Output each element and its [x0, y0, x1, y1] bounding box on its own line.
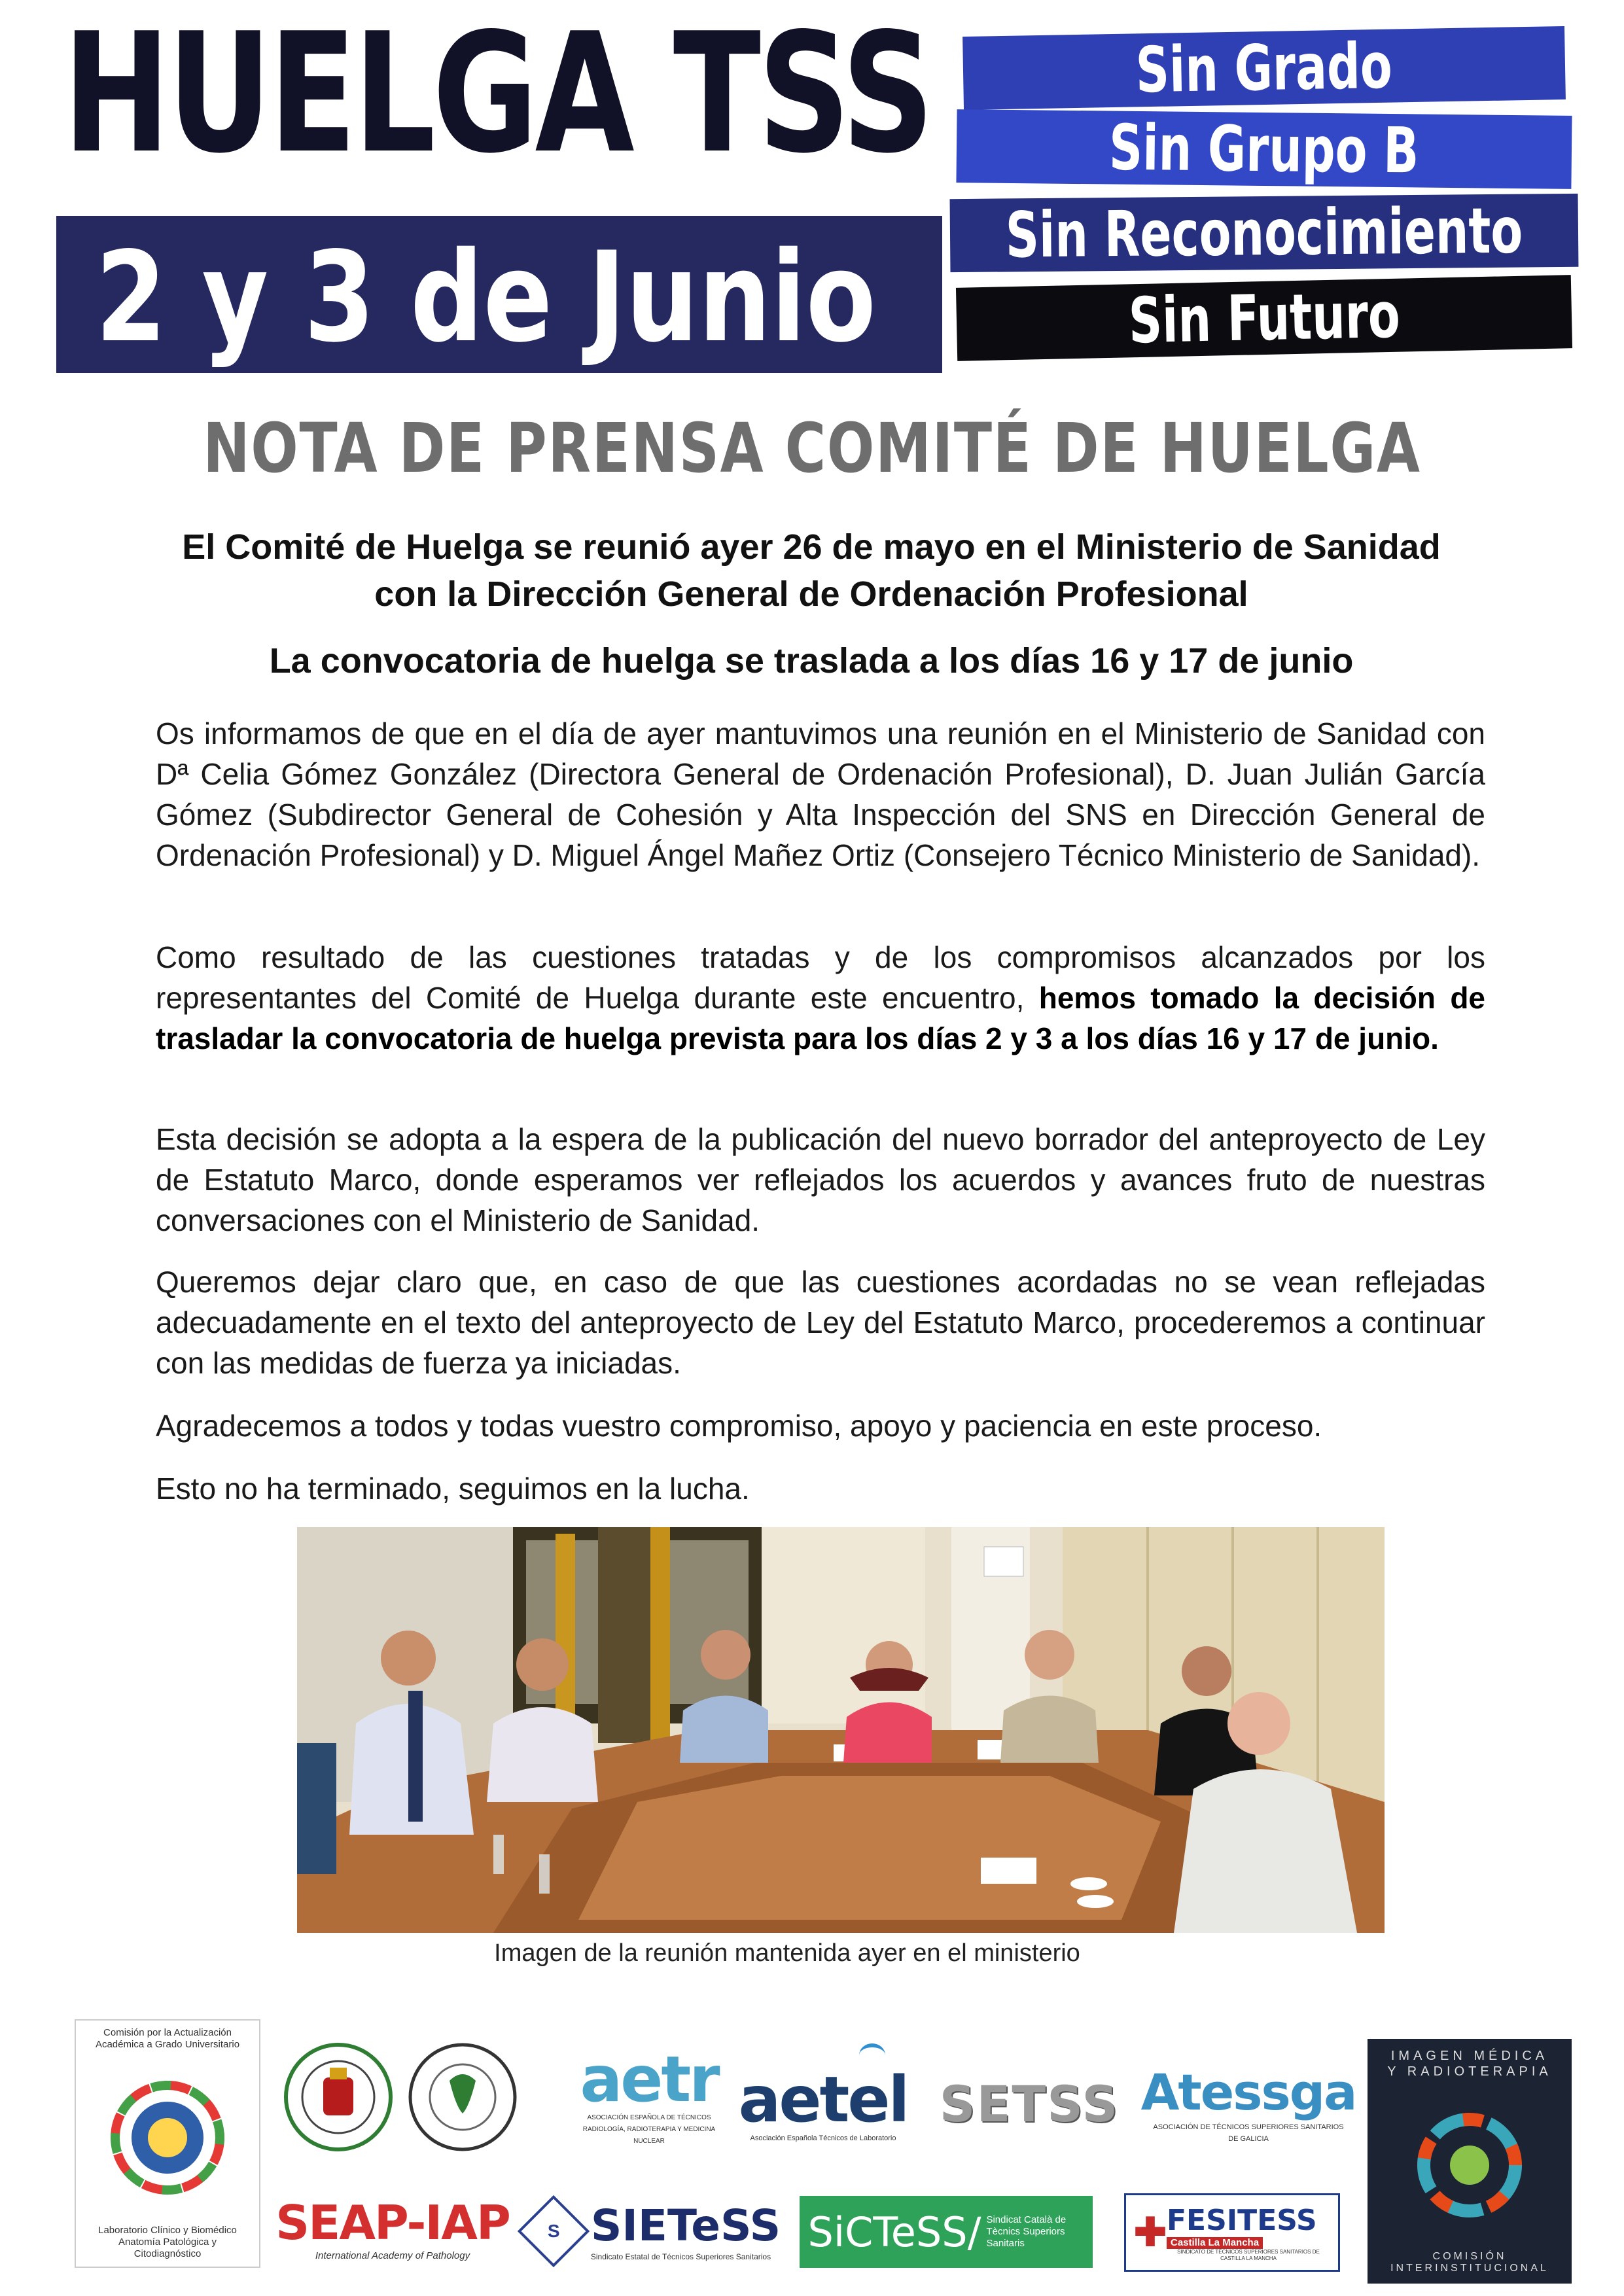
sietess-subtitle: Sindicato Estatal de Técnicos Superiores Sanitarios [590, 2252, 771, 2261]
paragraph-4: Queremos dejar claro que, en caso de que las cuestiones acordadas no se vean reflejadas adecuadamente en el texto del anteproyecto de Ley del Estatuto Marco, procederemos a continuar con las medidas de fuerza ya iniciadas. [156, 1265, 1485, 1380]
logo-colegio-seal-1 [283, 2041, 394, 2153]
seal-1-icon [283, 2041, 394, 2153]
slogan-strip-2 [956, 109, 1572, 189]
meeting-photo [297, 1527, 1385, 1933]
sietess-diamond-icon: S [518, 2195, 590, 2267]
paragraph-1: Os informamos de que en el día de ayer mantuvimos una reunión en el Ministerio de Sanidad con Dª Celia Gómez González (Directora General de Ordenación Profesional), D. Juan Julián García Gómez (Subdirector General de Cohesión y Alta Inspección del SNS en Dirección General de Ordenación Profesional) y D. Miguel Ángel Mañez Ortiz (Consejero Técnico Ministerio de Sanidad). [156, 716, 1485, 872]
logo-fesitess [1124, 2193, 1340, 2272]
aetr-wordmark: aetr [580, 2043, 718, 2116]
press-title [0, 408, 1624, 488]
subtitle-new-dates: La convocatoria de huelga se traslada a los días 16 y 17 de junio [269, 641, 1354, 680]
logo-aetel [738, 2041, 908, 2146]
sictess-subtitle: Sindicat Català de Tècnics Superiors Sanitaris [986, 2214, 1067, 2249]
logo-atessga [1137, 2061, 1360, 2146]
press-title-text: NOTA DE PRENSA COMITÉ DE HUELGA [203, 408, 1421, 488]
logo-colegio-seal-2 [400, 2041, 525, 2153]
aetel-subtitle: Asociación Española Técnicos de Laboratorio [750, 2134, 896, 2142]
logo-aetr [564, 2043, 734, 2146]
fesitess-subtitle: Castilla La Mancha [1167, 2237, 1263, 2249]
atessga-subtitle: ASOCIACIÓN DE TÉCNICOS SUPERIORES SANITARIOS DE GALICIA [1153, 2123, 1344, 2143]
imagen-medica-top-text: IMAGEN MÉDICA Y RADIOTERAPIA [1387, 2049, 1552, 2079]
slogan-strip-4 [956, 275, 1572, 361]
logo-seap-iap [275, 2189, 510, 2268]
fesitess-wordmark: FESITESS [1167, 2203, 1317, 2237]
banner-date: 2 y 3 de Junio [96, 225, 876, 370]
slogan-text: Sin Grado [1135, 29, 1393, 107]
slogan-strip-3 [950, 194, 1579, 272]
paragraph-2 [156, 937, 1485, 1059]
slogan-strip-1 [962, 26, 1566, 110]
sietess-text-block [591, 2200, 781, 2263]
setss-wordmark: SETSS [939, 2074, 1120, 2133]
logo-comision-top-text: Comisión por la Actualización Académica a Grado Universitario [95, 2027, 240, 2050]
seap-subtitle: International Academy of Pathology [315, 2250, 470, 2261]
imagen-medica-bottom-text: COMISIÓN INTERINSTITUCIONAL [1390, 2251, 1549, 2274]
seap-wordmark: SEAP-IAP [275, 2195, 510, 2250]
sietess-wordmark: SIETeSS [590, 2200, 781, 2251]
sictess-wordmark: SiCTeSS/ [807, 2208, 981, 2256]
seal-2-icon [404, 2041, 521, 2153]
fesitess-text-block [1167, 2204, 1330, 2262]
paragraph-5: Agradecemos a todos y todas vuestro compromiso, apoyo y paciencia en este proceso. [156, 1409, 1322, 1443]
banner-title: HUELGA TSS [63, 20, 932, 190]
photo-caption: Imagen de la reunión mantenida ayer en el ministerio [494, 1939, 1080, 1967]
slogan-text: Sin Grupo B [1108, 111, 1420, 188]
header-banner [47, 20, 1578, 373]
logo-sictess [800, 2196, 1093, 2268]
aetr-subtitle: ASOCIACIÓN ESPAÑOLA DE TÉCNICOS RADIOLOGÍA, RADIOTERAPIA Y MEDICINA NUCLEAR [582, 2114, 716, 2145]
logo-comision-grado [75, 2019, 260, 2268]
imagen-medica-emblem-icon [1407, 2103, 1532, 2227]
meeting-photo-illustration [297, 1527, 1385, 1933]
aetel-wordmark: aetel [738, 2063, 908, 2136]
slogan-text: Sin Reconocimiento [1005, 194, 1523, 272]
fesitess-cross-icon: ✚ [1133, 2210, 1167, 2254]
paragraph-6: Esto no ha terminado, seguimos en la lucha. [156, 1472, 750, 1506]
fesitess-subtitle-2: SINDICATO DE TÉCNICOS SUPERIORES SANITARIOS DE CASTILLA LA MANCHA [1177, 2248, 1320, 2261]
paragraph-2-text: Como resultado de las cuestiones tratadas y de los compromisos alcanzados por los representantes del Comité de Huelga durante este encuentro, [156, 940, 1485, 1015]
logo-imagen-medica [1368, 2039, 1572, 2284]
paragraph-2-bold: hemos tomado la decisión de trasladar la convocatoria de huelga prevista para los días 2 y 3 a los días 16 y 17 de junio. [156, 981, 1485, 1055]
logo-sietess [517, 2192, 792, 2270]
banner-left-panel [56, 20, 942, 373]
paragraph-3: Esta decisión se adopta a la espera de la publicación del nuevo borrador del anteproyecto de Ley de Estatuto Marco, donde esperamos ver reflejados los acuerdos y avances fruto de nuestras conversaciones con el Ministerio de Sanidad. [156, 1122, 1485, 1237]
banner-title-area [56, 20, 942, 216]
slogan-text: Sin Futuro [1127, 278, 1401, 358]
atessga-wordmark: Atessga [1140, 2062, 1356, 2121]
logo-comision-bottom-text: Laboratorio Clínico y Biomédico Anatomía Patológica y Citodiagnóstico [98, 2225, 237, 2259]
logo-setss [921, 2068, 1137, 2140]
comision-emblem-icon [99, 2069, 236, 2206]
subtitle-meeting: El Comité de Huelga se reunió ayer 26 de mayo en el Ministerio de Sanidad con la Dirección General de Ordenación Profesional [182, 527, 1441, 614]
